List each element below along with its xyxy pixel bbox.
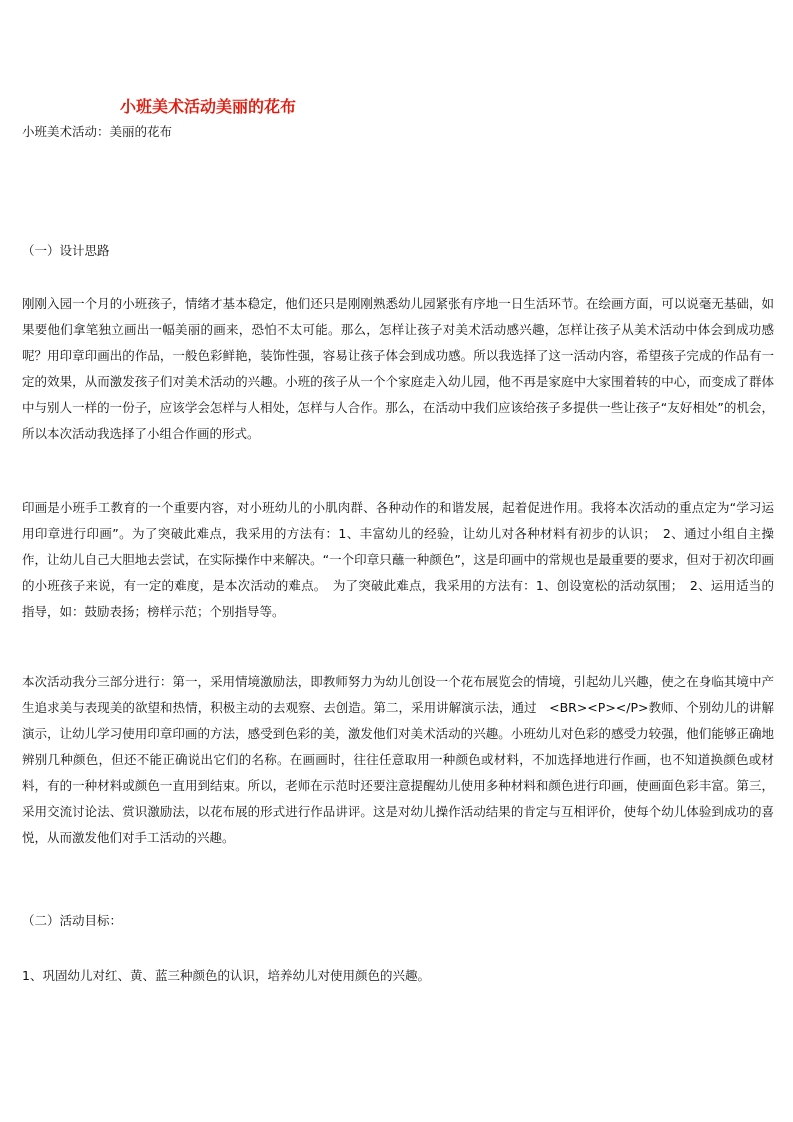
section-heading-goals: （二）活动目标： <box>22 913 123 928</box>
document-subtitle: 小班美术活动：美丽的花布 <box>22 124 173 139</box>
document-title: 小班美术活动美丽的花布 <box>120 97 297 116</box>
paragraph-design-2: 印画是小班手工教育的一个重要内容，对小班幼儿的小肌肉群、各种动作的和谐发展，起着促进作用。我将本次活动的重点定为“学习运用印章进行印画”。为了突破此难点，我采用的方法有：1、丰富幼儿的经验，让幼儿对各种材料有初步的认识； 2、通过小组自主操作，让幼儿自己大胆地去尝试，在实际操作中来解决。“一个印章只蘸一种颜色”，这是印画中的常规也是最重要的要求，但对于初次印画的小班孩子来说，有一定的难度，是本次活动的难点。 为了突破此难点，我采用的方法有：1、创设宽松的活动氛围； 2、运用适当的指导，如：鼓励表扬；榜样示范；个别指导等。 <box>22 500 774 619</box>
paragraph-goal-1: 1、巩固幼儿对红、黄、蓝三种颜色的认识，培养幼儿对使用颜色的兴趣。 <box>22 968 430 983</box>
section-heading-design: （一）设计思路 <box>22 243 110 258</box>
paragraph-design-1: 刚刚入园一个月的小班孩子，情绪才基本稳定，他们还只是刚刚熟悉幼儿园紧张有序地一日生活环节。在绘画方面，可以说毫无基础，如果要他们拿笔独立画出一幅美丽的画来，恐怕不太可能。那么，怎样让孩子对美术活动感兴趣，怎样让孩子从美术活动中体会到成功感呢？用印章印画出的作品，一般色彩鲜艳，装饰性强，容易让孩子体会到成功感。所以我选择了这一活动内容，希望孩子完成的作品有一定的效果，从而激发孩子们对美术活动的兴趣。小班的孩子从一个个家庭走入幼儿园，他不再是家庭中大家围着转的中心，而变成了群体中与别人一样的一份子，应该学会怎样与人相处，怎样与人合作。那么，在活动中我们应该给孩子多提供一些让孩子“友好相处”的机会，所以本次活动我选择了小组合作画的形式。 <box>22 296 774 441</box>
paragraph-design-3: 本次活动我分三部分进行：第一，采用情境激励法，即教师努力为幼儿创设一个花布展览会的情境，引起幼儿兴趣，使之在身临其境中产生追求美与表现美的欲望和热情，积极主动的去观察、去创造。第二，采用讲解演示法，通过 <BR><P></P>教师、个别幼儿的讲解演示，让幼儿学习使用印章印画的方法，感受到色彩的美，激发他们对美术活动的兴趣。小班幼儿对色彩的感受力较强，他们能够正确地辨别几种颜色，但还不能正确说出它们的名称。在画画时，往往任意取用一种颜色或材料，不加选择地进行作画，也不知道换颜色或材料，有的一种材料或颜色一直用到结束。所以，老师在示范时还要注意提醒幼儿使用多种材料和颜色进行印画，使画面色彩丰富。第三，采用交流讨论法、赏识激励法，以花布展的形式进行作品讲评。这是对幼儿操作活动结果的肯定与互相评价，使每个幼儿体验到成功的喜悦，从而激发他们对手工活动的兴趣。 <box>22 674 774 845</box>
